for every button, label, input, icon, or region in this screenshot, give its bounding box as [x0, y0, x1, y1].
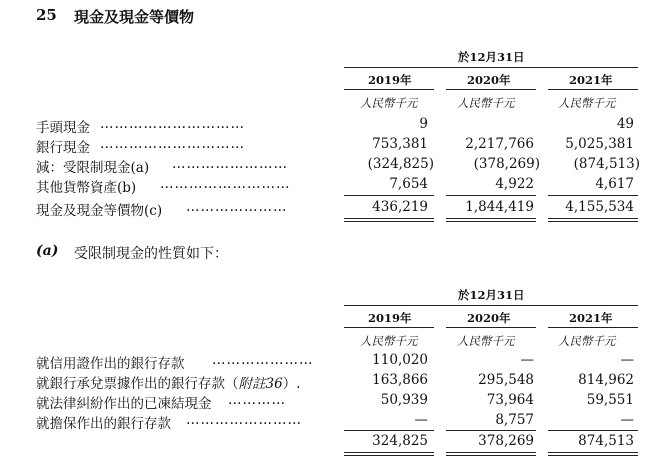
total-rule — [446, 455, 536, 456]
year-header: 2020年 — [467, 73, 511, 87]
row-label: 現金及現金等價物(c) — [36, 203, 163, 219]
year-rule — [446, 327, 536, 328]
value-2020: 295,548 — [478, 372, 534, 388]
row-label: 就擔保作出的銀行存款 — [36, 416, 171, 432]
leader-dots: ………………… — [186, 199, 288, 215]
period-header: 於12月31日 — [458, 288, 525, 302]
section-marker: (a) — [36, 243, 59, 259]
total-rule — [548, 218, 638, 219]
leader-dots: ………………… — [212, 352, 314, 368]
value-2019: 50,939 — [380, 392, 428, 408]
value-2019: 163,866 — [372, 372, 428, 388]
year-header: 2021年 — [569, 311, 613, 325]
total-2019: 324,825 — [372, 433, 428, 449]
value-2019: 110,020 — [372, 352, 428, 368]
value-2020: 8,757 — [495, 412, 534, 428]
value-2019: (324,825) — [367, 156, 434, 172]
value-2021: 5,025,381 — [565, 136, 634, 152]
unit-label: 人民幣千元 — [457, 96, 515, 110]
value-2020: (378,269) — [473, 156, 540, 172]
header-rule — [344, 305, 638, 306]
row-label: 就銀行承兌票據作出的銀行存款（附註36）. — [36, 376, 301, 392]
value-2021: 49 — [616, 116, 634, 132]
year-rule — [344, 327, 434, 328]
total-rule — [344, 452, 434, 453]
total-2021: 874,513 — [578, 433, 634, 449]
value-2020: 2,217,766 — [465, 136, 534, 152]
note-reference: 附註36 — [238, 376, 283, 392]
row-label: 就信用證作出的銀行存款 — [36, 356, 185, 372]
value-2020: 73,964 — [486, 392, 534, 408]
note-title: 現金及現金等價物 — [74, 8, 195, 26]
unit-label: 人民幣千元 — [558, 96, 616, 110]
value-2020: 1,844,419 — [465, 199, 534, 215]
year-header: 2019年 — [368, 73, 412, 87]
total-2020: 378,269 — [478, 433, 534, 449]
value-2019: 436,219 — [372, 199, 428, 215]
year-header: 2021年 — [569, 73, 613, 87]
leader-dots: …………………… — [172, 156, 288, 172]
value-2019: 753,381 — [372, 136, 428, 152]
row-label: 其他貨幣資產(b) — [36, 180, 137, 196]
year-rule — [344, 89, 434, 90]
subtotal-rule — [548, 430, 638, 431]
subtotal-rule — [446, 430, 536, 431]
total-rule — [344, 221, 434, 222]
leader-dots: ………… — [228, 392, 286, 408]
section-text: 受限制現金的性質如下： — [74, 246, 228, 262]
total-rule — [446, 221, 536, 222]
year-rule — [548, 327, 638, 328]
unit-label: 人民幣千元 — [558, 334, 616, 348]
unit-label: 人民幣千元 — [360, 96, 418, 110]
value-2021: 4,155,534 — [565, 199, 634, 215]
total-rule — [548, 221, 638, 222]
note-number: 25 — [36, 6, 57, 24]
total-rule — [446, 452, 536, 453]
row-label: 減：受限制現金(a) — [36, 160, 150, 176]
row-label: 銀行現金 — [36, 140, 90, 156]
value-2021: 4,617 — [595, 176, 634, 192]
value-2021: 814,962 — [578, 372, 634, 388]
leader-dots: ……………………… — [160, 176, 291, 192]
subtotal-rule — [548, 195, 638, 196]
value-2019: 9 — [419, 116, 428, 132]
value-2021: — — [620, 412, 634, 428]
year-header: 2020年 — [467, 311, 511, 325]
value-2021: — — [620, 352, 634, 368]
subtotal-rule — [344, 430, 434, 431]
row-label-suffix: ）. — [282, 376, 301, 392]
row-label: 手頭現金 — [36, 120, 90, 136]
value-2021: 59,551 — [586, 392, 634, 408]
total-rule — [548, 452, 638, 453]
total-rule — [446, 218, 536, 219]
value-2020: 4,922 — [495, 176, 534, 192]
leader-dots: …………………… — [186, 412, 302, 428]
value-2019: 7,654 — [389, 176, 428, 192]
unit-label: 人民幣千元 — [360, 334, 418, 348]
value-2019: — — [414, 412, 428, 428]
value-2021: (874,513) — [573, 156, 640, 172]
year-header: 2019年 — [368, 311, 412, 325]
period-header: 於12月31日 — [458, 50, 525, 64]
row-label: 就法律糾紛作出的已凍結現金 — [36, 396, 212, 412]
subtotal-rule — [344, 195, 434, 196]
year-rule — [548, 89, 638, 90]
total-rule — [344, 218, 434, 219]
value-2020: — — [520, 352, 534, 368]
total-rule — [548, 455, 638, 456]
row-label-text: 就銀行承兌票據作出的銀行存款 — [36, 376, 225, 392]
leader-dots: ………………………… — [100, 136, 245, 152]
leader-dots: ………………………… — [100, 116, 245, 132]
unit-label: 人民幣千元 — [457, 334, 515, 348]
header-rule — [344, 67, 638, 68]
subtotal-rule — [446, 195, 536, 196]
year-rule — [446, 89, 536, 90]
total-rule — [344, 455, 434, 456]
